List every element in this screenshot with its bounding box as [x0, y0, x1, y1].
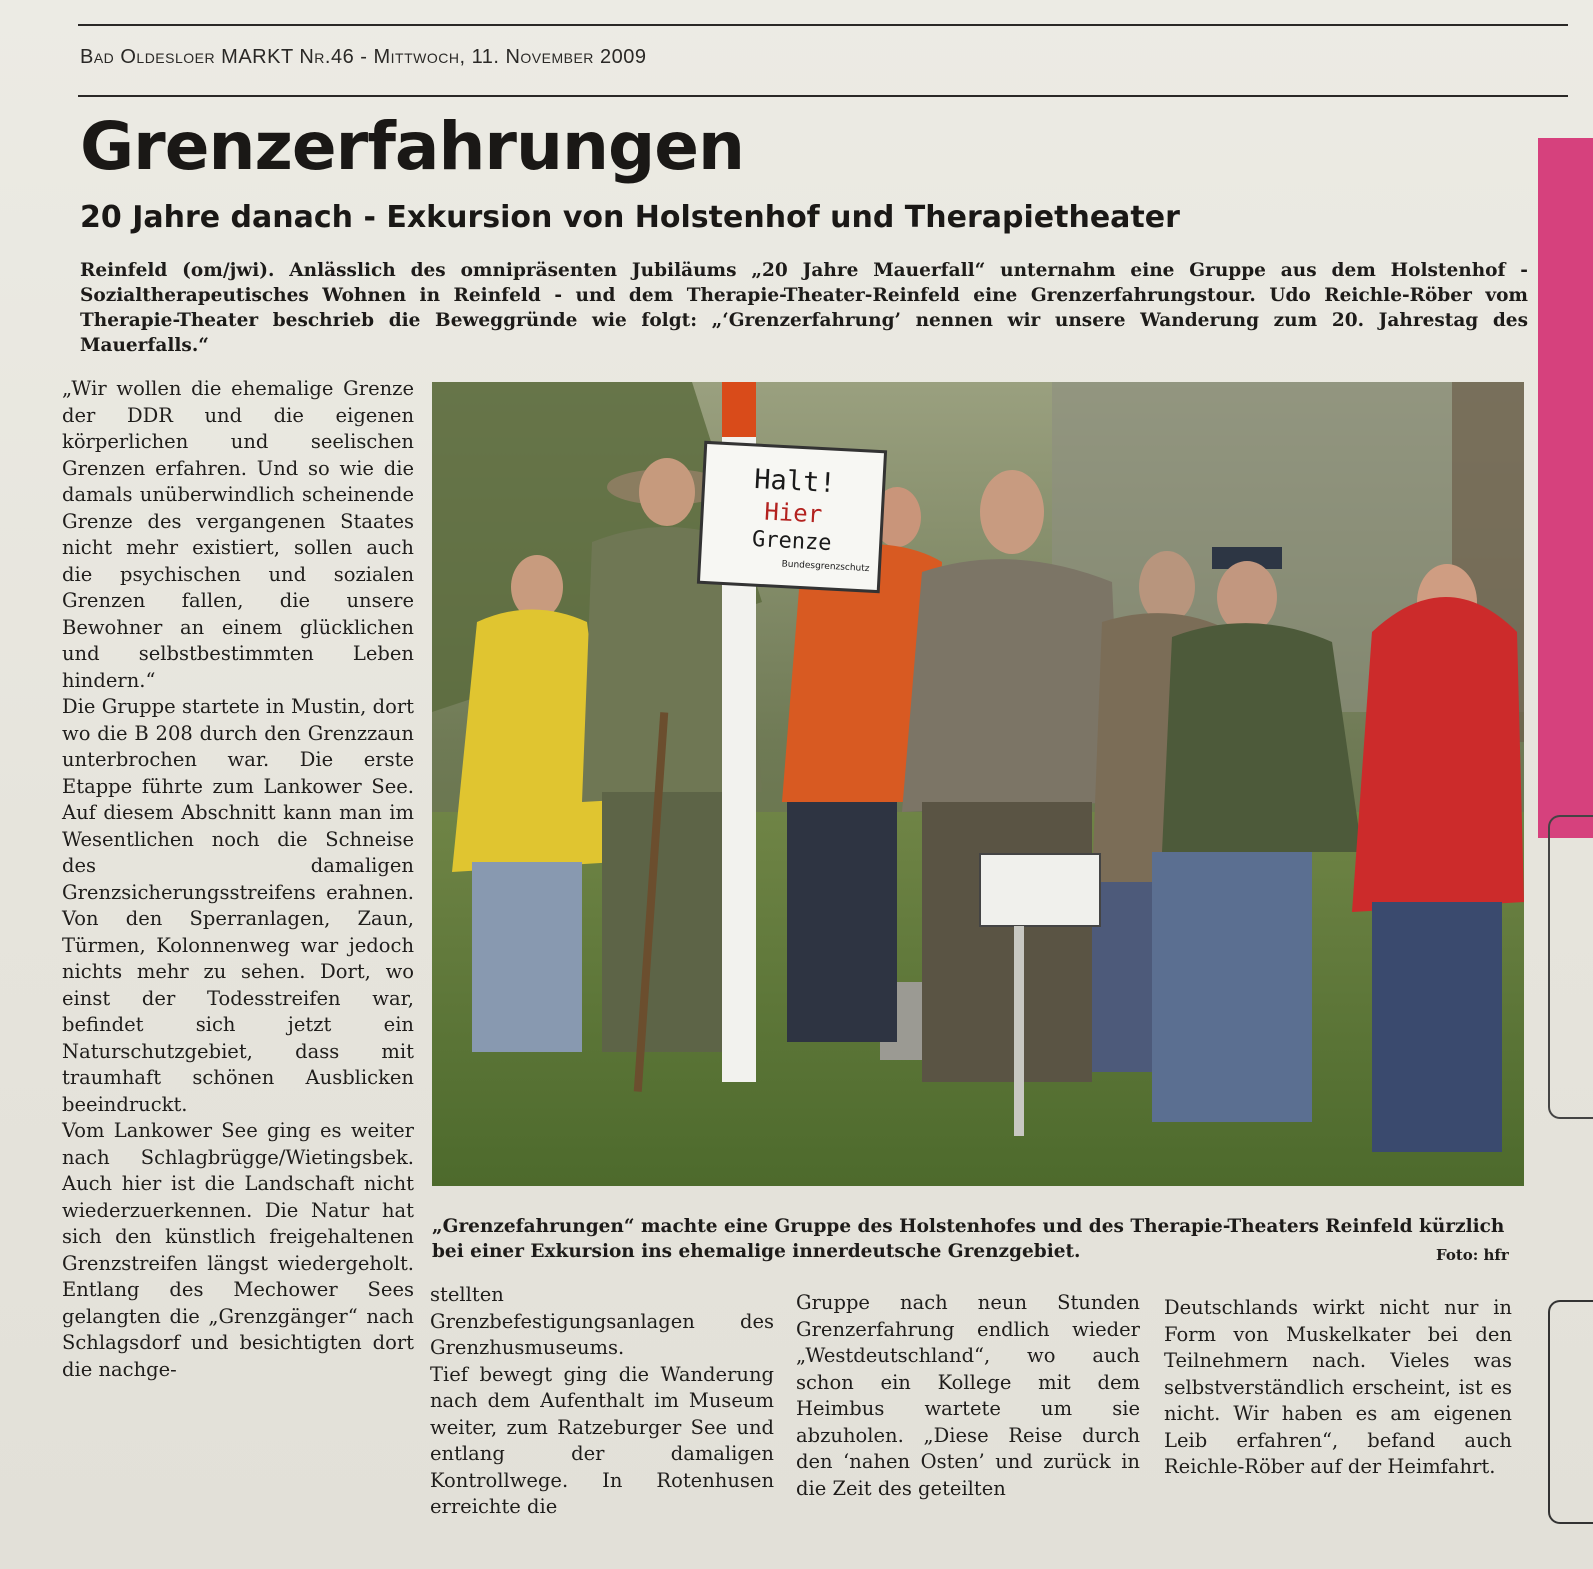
sign-text-hier: Hier — [763, 497, 823, 529]
top-rule — [78, 24, 1568, 26]
side-pink-bar — [1538, 138, 1593, 838]
group-photo — [432, 382, 1524, 1186]
article-column-2: stellten Grenzbefestigungsanlagen des Grenzhusmuseums. Tief bewegt ging die Wanderung nach dem Aufenthalt im Museum weiter, zum Ratzeburger See und entlang der damaligen Kontrollwege. In Rotenhusen erreichte die — [430, 1283, 774, 1518]
photo-illustration — [432, 382, 1524, 1186]
article-column-4: Deutschlands wirkt nicht nur in Form von Muskelkater bei den Teilnehmern nach. Vieles was selbstverständlich erscheint, ist es nicht. Wir haben es am eigenen Leib erfahren“, befand auch Reichle-Röber auf der Heimfahrt. — [1164, 1296, 1512, 1478]
article-column-3: Gruppe nach neun Stunden Grenzerfahrung endlich wieder „Westdeutschland“, wo auch schon ein Kollege mit dem Heimbus wartete um sie abzuholen. „Diese Reise durch den ‘nahen Osten’ und zurück in die Zeit des geteilten — [796, 1291, 1140, 1500]
masthead-rule — [78, 95, 1568, 97]
masthead: Bad Oldesloer MARKT Nr.46 - Mittwoch, 11. November 2009 — [80, 46, 647, 68]
photo-caption: „Grenzefahrungen“ machte eine Gruppe des Holstenhofes und des Therapie-Theaters Reinfeld kürzlich bei einer Exkursion ins ehemalige innerdeutsche Grenzgebiet. — [432, 1216, 1505, 1262]
headline: Grenzerfahrungen — [80, 108, 744, 185]
border-sign — [701, 445, 886, 592]
adjacent-ad-frame — [1548, 815, 1593, 1119]
article-column-1: „Wir wollen die ehemalige Grenze der DDR und die eigenen körperlichen und seelischen Grenzen erfahren. Und so wie die damals unüberwindlich scheinende Grenze des vergangenen Staates nicht mehr existiert, sollen auch die psychischen und sozialen Grenzen fallen, die unsere Bewohner an einem glücklichen und selbstbestimmten Leben hindern.“ Die Gruppe startete in Mustin, dort wo die B 208 durch den Grenzzaun unterbrochen war. Die erste Etappe führte zum Lankower See. Auf diesem Abschnitt kann man im Wesentlichen noch die Schneise des damaligen Grenzsicherungsstreifens erahnen. Von den Sperranlagen, Zaun, Türmen, Kolonnenweg war jedoch nichts mehr zu sehen. Dort, wo einst der Todesstreifen war, befindet sich jetzt ein Naturschutzgebiet, dass mit traumhaft schönen Ausblicken beeindruckt. Vom Lankower See ging es weiter nach Schlagbrügge/Wietingsbek. Auch hier ist die Landschaft nicht wiederzuerkennen. Die Natur hat sich den künstlich freigehaltenen Grenzstreifen längst wiedergeholt. Entlang des Mechower Sees gelangten die „Grenzgänger“ nach Schlagsdorf und besichtigten dort die nachge- — [62, 377, 414, 1381]
sign-text-bundesgrenzschutz: Bundesgrenzschutz — [781, 559, 870, 575]
lead-paragraph: Reinfeld (om/jwi). Anlässlich des omnipräsenten Jubiläums „20 Jahre Mauerfall“ unternahm eine Gruppe aus dem Holstenhof - Sozialtherapeutisches Wohnen in Reinfeld - und dem Therapie-Theater-Reinfeld eine Grenzerfahrungstour. Udo Reichle-Röber vom Therapie-Theater beschrieb die Beweggründe wie folgt: „‘Grenzerfahrung’ nennen wir unsere Wanderung zum 20. Jahrestag des Mauerfalls.“ — [80, 260, 1528, 356]
subheadline: 20 Jahre danach - Exkursion von Holstenhof und Therapietheater — [80, 200, 1180, 235]
sign-text-grenze: Grenze — [751, 526, 833, 557]
sign-text-halt: Halt! — [753, 463, 837, 500]
photo-credit: Foto: hfr — [1436, 1246, 1509, 1264]
adjacent-ad-frame — [1548, 1300, 1593, 1524]
